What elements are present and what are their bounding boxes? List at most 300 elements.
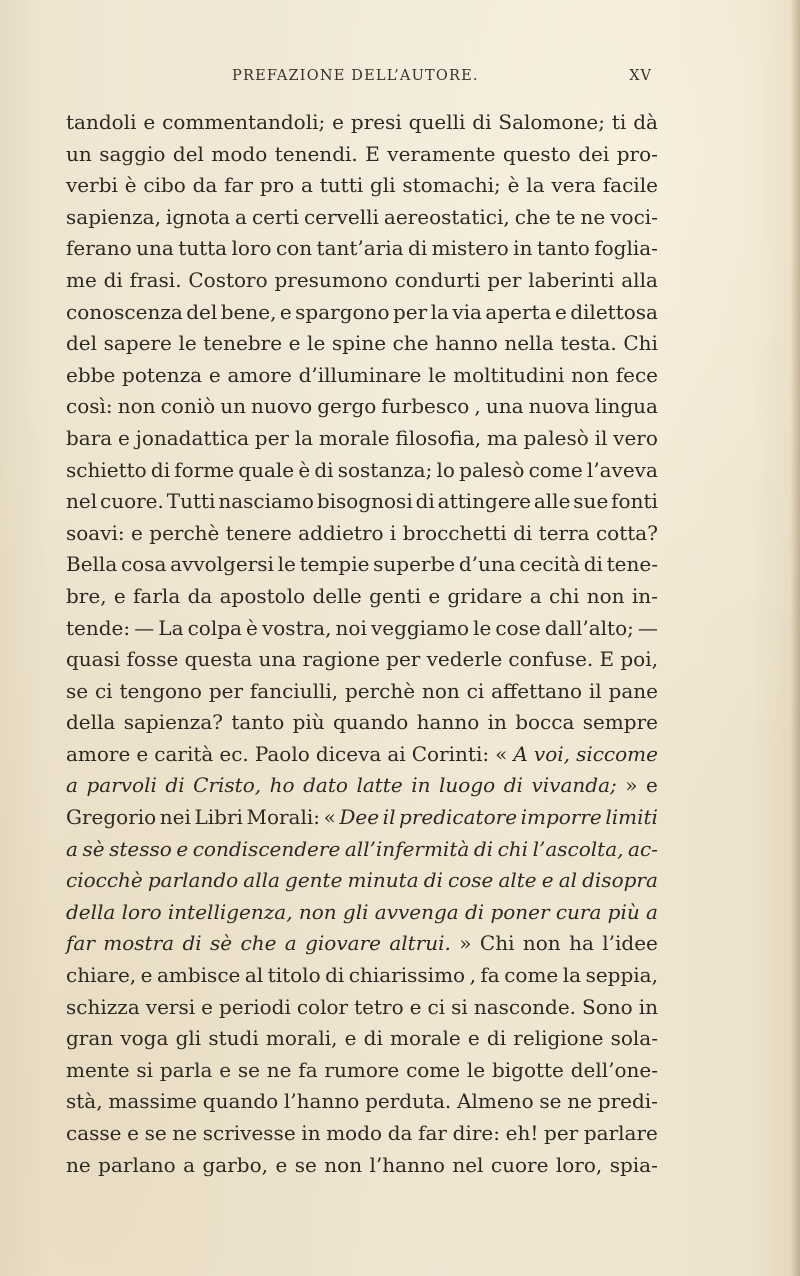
word: tandoli xyxy=(66,110,137,134)
word: minuta xyxy=(347,868,419,893)
word: condurti xyxy=(394,267,481,292)
word: e xyxy=(208,362,221,387)
word: parlano xyxy=(98,1152,176,1177)
word: via xyxy=(452,299,482,324)
word: lingua xyxy=(594,394,658,419)
word: fece xyxy=(615,362,658,387)
page-edge-shadow xyxy=(790,0,800,1276)
word: Tutti xyxy=(166,489,216,514)
word: nuova xyxy=(528,394,590,419)
text-line xyxy=(66,297,658,329)
word: conoscenza xyxy=(66,299,183,324)
word: le xyxy=(466,1057,486,1082)
word: e xyxy=(428,583,441,608)
word: hanno xyxy=(435,331,498,356)
word: non xyxy=(571,362,609,387)
word: è xyxy=(507,173,520,198)
word: di xyxy=(464,899,485,924)
word: furbesco xyxy=(381,394,470,419)
word: e xyxy=(176,836,189,861)
word: amore xyxy=(66,741,131,766)
word: in xyxy=(638,994,658,1019)
word: dire: xyxy=(452,1121,500,1145)
word: sè xyxy=(210,931,233,956)
word: seppia, xyxy=(585,963,658,988)
word: stesso xyxy=(109,836,172,861)
text-line xyxy=(66,739,658,771)
word: dilettosa xyxy=(570,299,658,324)
word: mente xyxy=(66,1057,130,1082)
word: bisognosi xyxy=(316,489,413,514)
word: attingere xyxy=(437,489,531,514)
text-line xyxy=(66,423,658,455)
word: fosse xyxy=(126,647,179,672)
word: bara xyxy=(66,425,113,450)
word: tanto xyxy=(536,236,590,261)
text-line xyxy=(66,139,658,171)
word: bigotte xyxy=(491,1057,564,1082)
word: gridare xyxy=(447,583,523,608)
word: » xyxy=(625,773,638,798)
word: poner xyxy=(490,899,550,924)
word: a xyxy=(183,1152,196,1177)
word: in xyxy=(487,710,507,735)
word: schietto xyxy=(66,457,147,482)
word: bre, xyxy=(66,583,107,608)
word: morale xyxy=(318,425,390,450)
word: mostra xyxy=(103,931,175,956)
word: aperta xyxy=(485,299,552,324)
word: le xyxy=(428,362,447,387)
word: bene, xyxy=(220,299,277,324)
word: e xyxy=(143,110,156,134)
text-line xyxy=(66,486,658,518)
text-line xyxy=(66,233,658,265)
word: nasciamo xyxy=(218,489,314,514)
word: vera xyxy=(551,173,596,198)
word: in xyxy=(411,773,431,798)
word: far xyxy=(224,173,254,198)
word: l’aveva xyxy=(586,457,658,482)
word: parvoli xyxy=(86,773,157,798)
word: la xyxy=(430,299,449,324)
word: di xyxy=(363,1026,383,1051)
text-line xyxy=(66,391,658,423)
word: ne xyxy=(172,1121,198,1145)
word: , xyxy=(469,963,476,988)
word: quando xyxy=(202,1089,279,1114)
word: non xyxy=(421,678,460,703)
word: altrui. xyxy=(389,931,451,956)
word: sè xyxy=(82,836,105,861)
word: questa xyxy=(184,647,253,672)
word: tenendi. xyxy=(274,141,358,166)
word: parlare xyxy=(583,1121,658,1145)
word: ambisce xyxy=(156,963,241,988)
word: del xyxy=(186,299,218,324)
word: ferano xyxy=(66,236,132,261)
word: sue xyxy=(573,489,609,514)
word: se xyxy=(539,1089,562,1114)
word: della xyxy=(66,710,116,735)
word: testa. xyxy=(560,331,617,356)
word: periodi xyxy=(219,994,291,1019)
word: veggiamo xyxy=(370,615,470,640)
word: del xyxy=(172,141,204,166)
word: gli xyxy=(369,173,396,198)
word: chiarissimo xyxy=(348,963,466,988)
word: per xyxy=(487,267,522,292)
text-line xyxy=(66,676,658,708)
word: aereostatici, xyxy=(383,204,510,229)
word: vero xyxy=(613,425,658,450)
word: ac- xyxy=(628,836,658,861)
word: al xyxy=(244,963,264,988)
word: vostra, xyxy=(261,615,332,640)
word: parla xyxy=(159,1057,213,1082)
word: quasi xyxy=(66,647,121,672)
word: superbe xyxy=(373,552,456,577)
word: e xyxy=(219,1057,232,1082)
word: far xyxy=(418,1121,447,1145)
word: le xyxy=(178,331,197,356)
word: loro, xyxy=(555,1152,603,1177)
word: bocca xyxy=(515,710,575,735)
word: più xyxy=(292,710,325,735)
word: veramente xyxy=(387,141,496,166)
text-line xyxy=(66,644,658,676)
word: confuse. xyxy=(508,647,594,672)
word: a xyxy=(301,173,313,198)
running-head xyxy=(66,64,658,88)
text-line xyxy=(66,865,658,897)
word: siccome xyxy=(576,741,658,766)
word: noi xyxy=(335,615,367,640)
word: della xyxy=(66,899,116,924)
word: La xyxy=(158,615,184,640)
word: E xyxy=(599,647,615,672)
word: tetro xyxy=(354,994,404,1019)
word: modo xyxy=(326,1121,383,1145)
text-line xyxy=(66,1118,658,1150)
word: da xyxy=(387,1121,413,1145)
word: del xyxy=(66,331,98,356)
word: per xyxy=(392,299,428,324)
word: ne xyxy=(580,204,606,229)
word: e xyxy=(646,773,658,798)
word: Chi xyxy=(479,931,515,956)
word: colpa xyxy=(187,615,242,640)
word: sostanza; xyxy=(337,457,433,482)
word: e xyxy=(288,331,301,356)
word: presi xyxy=(350,110,402,134)
word: cuore xyxy=(490,1152,549,1177)
word: e xyxy=(541,868,554,893)
text-line xyxy=(66,170,658,202)
word: titolo xyxy=(267,963,321,988)
word: gergo xyxy=(317,394,377,419)
word: e xyxy=(332,110,344,134)
word: a xyxy=(284,931,297,956)
word: cosa xyxy=(120,552,167,577)
word: Chi xyxy=(623,331,658,356)
word: condiscendere xyxy=(192,836,341,861)
word: scrivesse xyxy=(202,1121,296,1145)
word: Sono xyxy=(582,994,633,1019)
word: Corinti: xyxy=(411,741,490,766)
text-line xyxy=(66,265,658,297)
word: è xyxy=(246,615,258,640)
text-line xyxy=(66,613,658,645)
text-line xyxy=(66,992,658,1024)
word: presumono xyxy=(274,267,388,292)
word: di xyxy=(150,457,171,482)
word: tenere xyxy=(225,520,292,545)
word: di xyxy=(423,868,443,893)
text-line xyxy=(66,1150,658,1182)
word: se xyxy=(144,1121,167,1145)
word: me xyxy=(66,267,97,292)
word: loro xyxy=(231,236,272,261)
word: è xyxy=(298,457,311,482)
word: come xyxy=(504,963,559,988)
word: ma xyxy=(486,425,518,450)
word: ci xyxy=(94,678,113,703)
word: tenebre xyxy=(203,331,283,356)
text-line xyxy=(66,928,658,960)
word: e xyxy=(279,299,292,324)
word: addietro xyxy=(298,520,384,545)
word: la xyxy=(562,963,582,988)
word: quando xyxy=(332,710,409,735)
word: d’una xyxy=(458,552,516,577)
word: Morali: xyxy=(246,805,321,830)
word: il xyxy=(594,425,608,450)
word: Bella xyxy=(66,552,118,577)
text-line xyxy=(66,549,658,581)
word: foglia- xyxy=(594,236,658,261)
word: spia- xyxy=(609,1152,658,1177)
word: pro xyxy=(259,173,295,198)
word: le xyxy=(307,331,326,356)
word: voci- xyxy=(610,204,658,229)
word: l’hanno xyxy=(369,1152,445,1177)
word: cura xyxy=(555,899,602,924)
word: laberinti xyxy=(528,267,615,292)
word: di xyxy=(415,489,435,514)
word: nuovo xyxy=(251,394,313,419)
word: ti xyxy=(611,110,627,134)
word: voi, xyxy=(533,741,571,766)
word: spine xyxy=(331,331,387,356)
word: giovare xyxy=(305,931,381,956)
word: chiare, xyxy=(66,963,137,988)
word: per xyxy=(544,1121,579,1145)
word: carità xyxy=(154,741,214,766)
word: gente xyxy=(285,868,343,893)
word: facile xyxy=(602,173,658,198)
word: sapere xyxy=(103,331,172,356)
word: cibo xyxy=(143,173,186,198)
word: d’illuminare xyxy=(298,362,422,387)
word: vederle xyxy=(426,647,503,672)
word: spargono xyxy=(295,299,390,324)
word: cervelli xyxy=(303,204,379,229)
word: coniò xyxy=(160,394,216,419)
word: forme xyxy=(174,457,235,482)
word: di xyxy=(408,236,428,261)
word: fanciulli, xyxy=(249,678,339,703)
word: ne xyxy=(266,1057,292,1082)
word: cose xyxy=(448,868,494,893)
word: avvolgersi xyxy=(170,552,274,577)
word: Libri xyxy=(194,805,243,830)
word: in xyxy=(301,1121,321,1145)
word: una xyxy=(258,647,297,672)
word: predicatore xyxy=(399,805,518,830)
page-number: XV xyxy=(629,68,652,84)
word: il xyxy=(382,805,396,830)
word: se xyxy=(66,678,89,703)
word: voga xyxy=(120,1026,169,1051)
word: la xyxy=(526,173,545,198)
word: così: xyxy=(66,394,113,419)
text-line xyxy=(66,518,658,550)
word: alte xyxy=(498,868,537,893)
word: ciocchè xyxy=(66,868,143,893)
word: tene- xyxy=(606,552,658,577)
word: intelligenza, xyxy=(167,899,293,924)
word: perduta. xyxy=(365,1089,452,1114)
word: Gregorio xyxy=(66,805,157,830)
word: tutti xyxy=(319,173,364,198)
text-line xyxy=(66,328,658,360)
word: vivanda; xyxy=(531,773,617,798)
word: massime xyxy=(108,1089,197,1114)
word: Paolo xyxy=(254,741,310,766)
word: studi xyxy=(208,1026,259,1051)
word: che xyxy=(240,931,277,956)
word: ne xyxy=(66,1152,91,1177)
word: mistero xyxy=(431,236,509,261)
word: delle xyxy=(312,583,362,608)
word: ragione xyxy=(302,647,380,672)
word: chi xyxy=(497,836,529,861)
word: predi- xyxy=(597,1089,658,1114)
word: brocchetti xyxy=(402,520,507,545)
word: filosofia, xyxy=(395,425,482,450)
word: l’idee xyxy=(602,931,658,956)
word: ha xyxy=(569,931,594,956)
word: ne xyxy=(567,1089,592,1114)
word: stà, xyxy=(66,1089,103,1114)
word: imporre xyxy=(520,805,602,830)
word: certi xyxy=(251,204,299,229)
word: le xyxy=(473,615,492,640)
word: e xyxy=(140,963,153,988)
word: nei xyxy=(159,805,191,830)
word: genti xyxy=(369,583,422,608)
word: Dee xyxy=(339,805,380,830)
word: più xyxy=(607,899,640,924)
word: palesò xyxy=(523,425,589,450)
word: da xyxy=(192,173,218,198)
word: Salomone; xyxy=(498,110,605,134)
word: a xyxy=(529,583,542,608)
word: e xyxy=(113,583,126,608)
word: terra xyxy=(538,520,590,545)
word: con xyxy=(276,236,313,261)
word: di xyxy=(486,1026,507,1051)
word: in- xyxy=(631,583,658,608)
text-line xyxy=(66,455,658,487)
word: pro- xyxy=(616,141,658,166)
word: tempie xyxy=(299,552,370,577)
word: ignota xyxy=(165,204,231,229)
word: una xyxy=(136,236,174,261)
word: far xyxy=(66,931,95,956)
word: cotta? xyxy=(595,520,658,545)
word: parlando xyxy=(147,868,239,893)
word: si xyxy=(136,1057,154,1082)
running-head-title: PREFAZIONE DELL’AUTORE. xyxy=(232,68,479,84)
word: una xyxy=(485,394,524,419)
word: come xyxy=(406,1057,461,1082)
word: fonti xyxy=(611,489,658,514)
word: al xyxy=(558,868,578,893)
word: amore xyxy=(227,362,292,387)
word: casse xyxy=(66,1121,122,1145)
word: latte xyxy=(356,773,403,798)
word: frasi. xyxy=(129,267,182,292)
word: cecità xyxy=(519,552,580,577)
word: perchè xyxy=(149,520,220,545)
word: dato xyxy=(303,773,348,798)
word: loro xyxy=(121,899,162,924)
word: morali, xyxy=(265,1026,338,1051)
word: di xyxy=(314,457,334,482)
word: l’hanno xyxy=(283,1089,360,1114)
word: la xyxy=(294,425,314,450)
word: religione xyxy=(513,1026,604,1051)
word: verbi xyxy=(66,173,118,198)
word: jonadattica xyxy=(135,425,249,450)
word: per xyxy=(208,678,244,703)
text-line xyxy=(66,581,658,613)
word: eh! xyxy=(505,1121,539,1145)
word: a xyxy=(645,899,658,924)
word: a xyxy=(235,204,247,229)
word: sapienza, xyxy=(66,204,161,229)
word: ci xyxy=(466,678,485,703)
word: dell’one- xyxy=(570,1057,658,1082)
word: nel xyxy=(66,489,98,514)
word: hanno xyxy=(416,710,480,735)
word: l’ascolta, xyxy=(532,836,624,861)
word: versi xyxy=(145,994,196,1019)
word: avvenga xyxy=(374,899,459,924)
word: limiti xyxy=(605,805,658,830)
word: di xyxy=(325,963,345,988)
word: schizza xyxy=(66,994,140,1019)
text-line xyxy=(66,897,658,929)
text-line xyxy=(66,1055,658,1087)
word: di xyxy=(103,267,123,292)
word: si xyxy=(451,994,468,1019)
text-line xyxy=(66,802,658,834)
word: color xyxy=(296,994,349,1019)
word: soavi: xyxy=(66,520,125,545)
